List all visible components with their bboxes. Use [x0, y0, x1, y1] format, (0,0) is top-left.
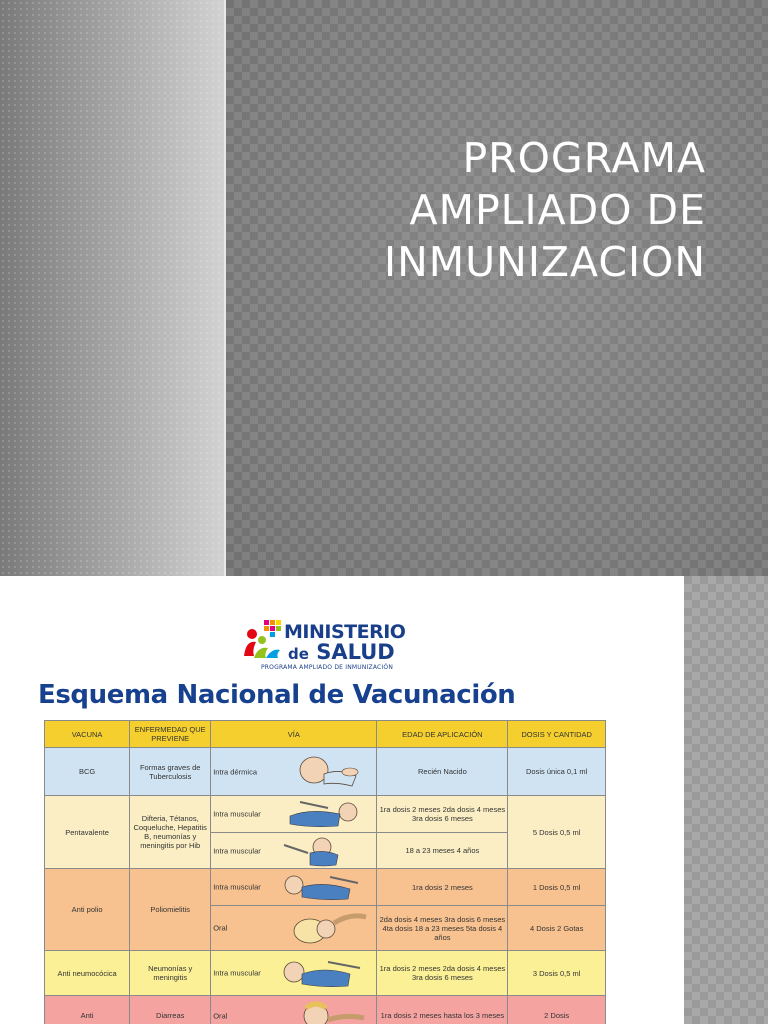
- baby-illustration-icon: [280, 835, 370, 867]
- table-row: [45, 869, 606, 906]
- ministerio-logo: [242, 616, 412, 674]
- age-cell: 1ra dosis 2 meses hasta los 3 meses: [377, 996, 508, 1024]
- route-label: Oral: [213, 923, 228, 933]
- route-cell: [211, 996, 377, 1024]
- dose-cell: 5 Dosis 0,5 ml: [508, 796, 606, 869]
- disease-cell: Formas graves de Tuberculosis: [130, 748, 211, 796]
- scheme-title: Esquema Nacional de Vacunación: [38, 680, 516, 710]
- vaccination-slide: [0, 576, 768, 1024]
- table-row: [45, 996, 606, 1024]
- vaccination-table: [44, 720, 606, 1024]
- route-cell: [211, 748, 377, 796]
- route-cell: [211, 869, 377, 906]
- ministry-logo-icon: [242, 620, 282, 660]
- table-header-row: [45, 721, 606, 748]
- baby-illustration-icon: [290, 752, 370, 792]
- vaccine-cell: Anti polio: [45, 869, 130, 951]
- route-cell: [211, 906, 377, 951]
- header-enfermedad: ENFERMEDAD QUE PREVIENE: [130, 721, 211, 748]
- vaccine-cell: Pentavalente: [45, 796, 130, 869]
- header-dosis: DOSIS Y CANTIDAD: [508, 721, 606, 748]
- vaccine-cell: BCG: [45, 748, 130, 796]
- age-cell: 1ra dosis 2 meses 2da dosis 4 meses 3ra dosis 6 meses: [377, 951, 508, 996]
- logo-salud-text: de SALUD: [288, 640, 395, 664]
- route-label: Intra muscular: [213, 846, 261, 855]
- header-via: VÍA: [211, 721, 377, 748]
- dose-cell: 3 Dosis 0,5 ml: [508, 951, 606, 996]
- baby-illustration-icon: [280, 998, 370, 1024]
- logo-ministerio-text: MINISTERIO: [284, 621, 406, 643]
- slide-left-panel: [0, 0, 224, 576]
- baby-illustration-icon: [280, 798, 370, 830]
- slide-title: [384, 132, 706, 288]
- vaccine-cell: Anti: [45, 996, 130, 1024]
- age-cell: 1ra dosis 2 meses 2da dosis 4 meses 3ra dosis 6 meses: [377, 796, 508, 833]
- age-cell: 18 a 23 meses 4 años: [377, 833, 508, 869]
- vaccine-cell: Anti neumocócica: [45, 951, 130, 996]
- route-label: Oral: [213, 1011, 228, 1020]
- dose-cell: 4 Dosis 2 Gotas: [508, 906, 606, 951]
- slide-background-pattern-strip: [684, 576, 768, 1024]
- table-row: [45, 951, 606, 996]
- dose-cell: Dosis única 0,1 ml: [508, 748, 606, 796]
- title-line: PROGRAMA: [462, 134, 706, 182]
- table-row: [45, 748, 606, 796]
- slide-background-pattern: [226, 0, 768, 576]
- age-cell: 2da dosis 4 meses 3ra dosis 6 meses 4ta dosis 18 a 23 meses 5ta dosis 4 años: [377, 906, 508, 951]
- disease-cell: Diarreas: [130, 996, 211, 1024]
- disease-cell: Neumonías y meningitis: [130, 951, 211, 996]
- dose-cell: 2 Dosis: [508, 996, 606, 1024]
- table-row: [45, 796, 606, 833]
- title-line: INMUNIZACION: [384, 238, 706, 286]
- route-label: Intra muscular: [213, 968, 261, 978]
- route-label: Intra dérmica: [213, 767, 257, 776]
- logo-subtitle: PROGRAMA AMPLIADO DE INMUNIZACIÓN: [260, 664, 394, 671]
- route-cell: [211, 833, 377, 869]
- baby-illustration-icon: [280, 871, 370, 903]
- header-vacuna: VACUNA: [45, 721, 130, 748]
- disease-cell: Difteria, Tétanos, Coqueluche, Hepatitis B, neumonías y meningitis por Hib: [130, 796, 211, 869]
- baby-illustration-icon: [270, 907, 370, 949]
- age-cell: 1ra dosis 2 meses: [377, 869, 508, 906]
- title-line: AMPLIADO DE: [409, 186, 706, 234]
- route-label: Intra muscular: [213, 809, 261, 819]
- route-cell: [211, 796, 377, 833]
- dose-cell: 1 Dosis 0,5 ml: [508, 869, 606, 906]
- header-edad: EDAD DE APLICACIÓN: [377, 721, 508, 748]
- age-cell: Recién Nacido: [377, 748, 508, 796]
- disease-cell: Poliomielitis: [130, 869, 211, 951]
- route-label: Intra muscular: [213, 882, 261, 892]
- route-cell: [211, 951, 377, 996]
- baby-illustration-icon: [280, 954, 370, 992]
